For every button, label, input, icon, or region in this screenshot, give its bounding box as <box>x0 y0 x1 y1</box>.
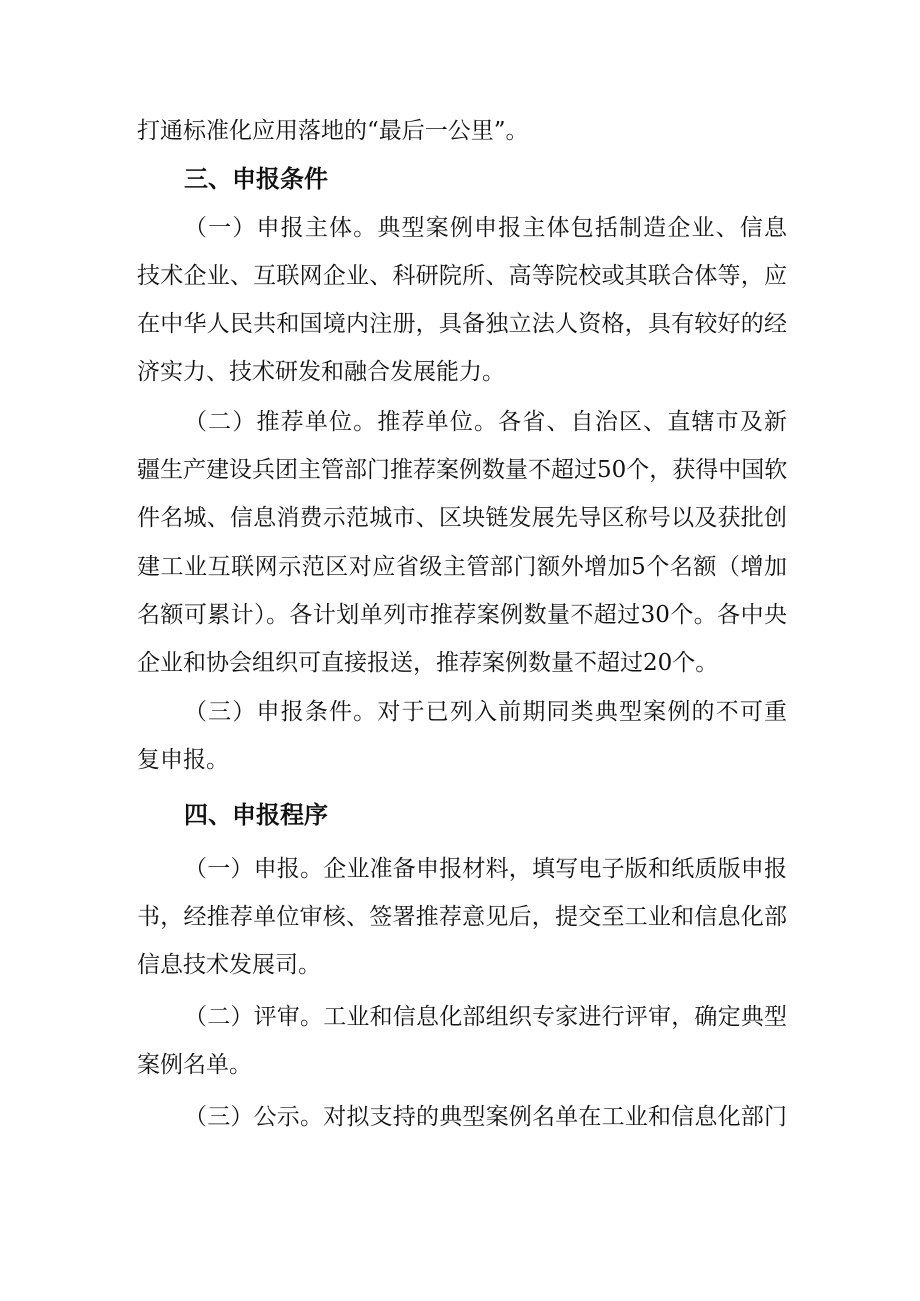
paragraph-line: （三）申报条件。对于已列入前期同类典型案例的不可重 <box>184 699 787 725</box>
paragraph-line: 建工业互联网示范区对应省级主管部门额外增加5个名额（增加 <box>137 554 787 580</box>
paragraph-line: （三）公示。对拟支持的典型案例名单在工业和信息化部门 <box>184 1104 787 1130</box>
paragraph-line: 复申报。 <box>137 747 229 773</box>
paragraph-line: 书，经推荐单位审核、签署推荐意见后，提交至工业和信息化部 <box>137 904 787 930</box>
paragraph-line: 名额可累计）。各计划单列市推荐案例数量不超过30个。各中央 <box>137 602 787 628</box>
paragraph-line: 在中华人民共和国境内注册，具备独立法人资格，具有较好的经 <box>137 311 787 337</box>
section-heading-3: 三、申报条件 <box>184 165 328 193</box>
paragraph-line: 疆生产建设兵团主管部门推荐案例数量不超过50个，获得中国软 <box>137 457 788 483</box>
paragraph-line: 打通标准化应用落地的“最后一公里”。 <box>137 118 529 144</box>
section-heading-4: 四、申报程序 <box>184 801 328 829</box>
paragraph-line: 案例名单。 <box>137 1052 252 1078</box>
paragraph-line: （一）申报。企业准备申报材料，填写电子版和纸质版申报 <box>184 856 787 882</box>
paragraph-line: （二）推荐单位。推荐单位。各省、自治区、直辖市及新 <box>184 409 787 435</box>
paragraph-line: 信息技术发展司。 <box>137 952 321 978</box>
paragraph-line: 件名城、信息消费示范城市、区块链发展先导区称号以及获批创 <box>137 505 787 531</box>
paragraph-line: （二）评审。工业和信息化部组织专家进行评审，确定典型 <box>184 1004 787 1030</box>
paragraph-line: 技术企业、互联网企业、科研院所、高等院校或其联合体等，应 <box>137 263 787 289</box>
paragraph-line: 济实力、技术研发和融合发展能力。 <box>137 359 505 385</box>
paragraph-line: 企业和协会组织可直接报送，推荐案例数量不超过20个。 <box>137 650 719 676</box>
paragraph-line: （一）申报主体。典型案例申报主体包括制造企业、信息 <box>184 215 787 241</box>
